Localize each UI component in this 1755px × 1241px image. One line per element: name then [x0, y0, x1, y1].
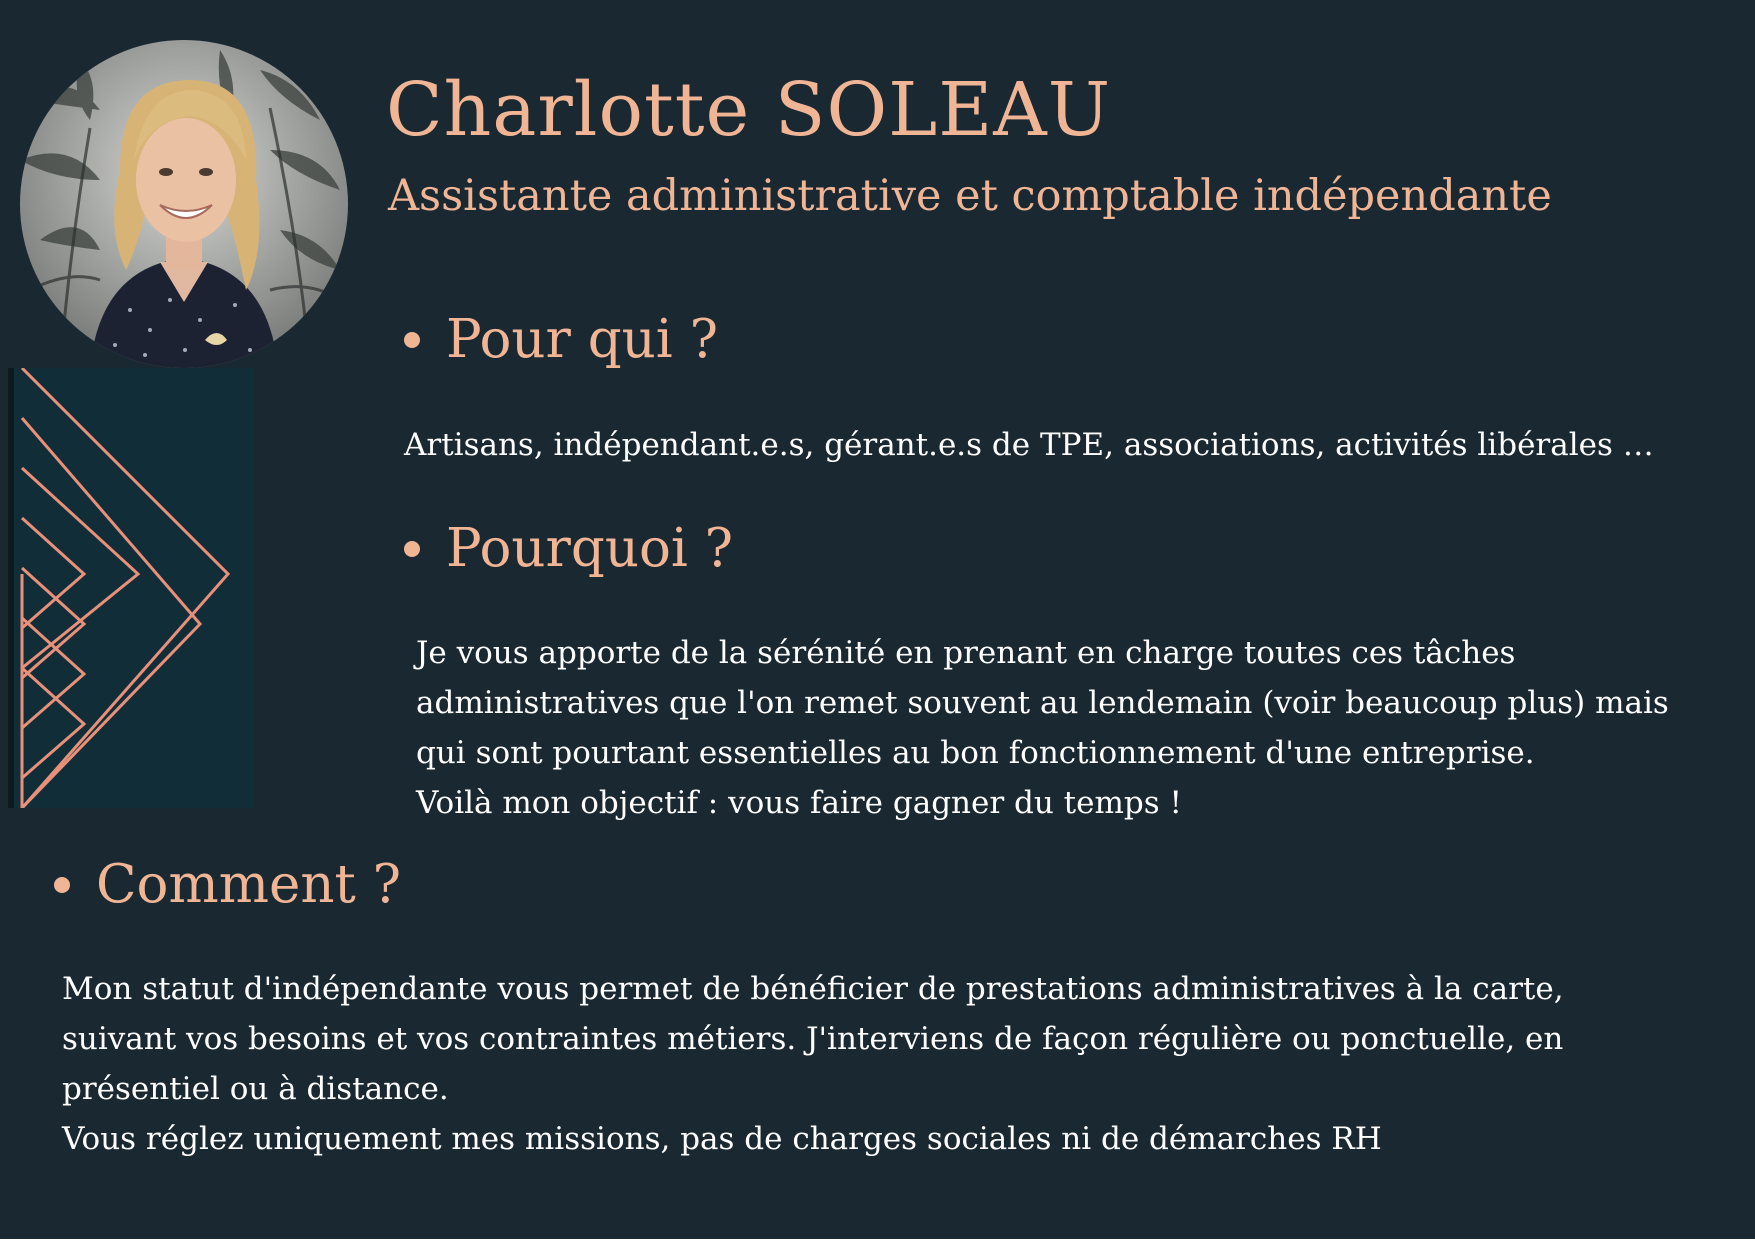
bullet-icon: [54, 877, 70, 893]
heading-pourquoi: [404, 520, 733, 578]
paragraph-line: présentiel ou à distance.: [62, 1071, 449, 1107]
bullet-icon: [404, 541, 420, 557]
geometric-decoration: [8, 368, 254, 808]
job-title: Assistante administrative et comptable indépendante: [388, 171, 1552, 221]
heading-pour-qui: [404, 311, 718, 369]
heading-text: Pour qui ?: [446, 309, 719, 370]
heading-text: Comment ?: [96, 854, 402, 915]
profile-photo: [20, 40, 348, 368]
paragraph-line: qui sont pourtant essentielles au bon fonctionnement d'une entreprise.: [416, 735, 1535, 771]
paragraph-pourquoi: [416, 628, 1669, 828]
paragraph-comment: [62, 964, 1564, 1164]
paragraph-pour-qui: [404, 420, 1654, 470]
paragraph-line: suivant vos besoins et vos contraintes métiers. J'interviens de façon régulière ou ponctuelle, en: [62, 1021, 1564, 1057]
paragraph-line: Voilà mon objectif : vous faire gagner du temps !: [416, 785, 1182, 821]
paragraph-line: Artisans, indépendant.e.s, gérant.e.s de TPE, associations, activités libérales …: [404, 427, 1654, 463]
paragraph-line: Mon statut d'indépendante vous permet de bénéficier de prestations administratives à la carte,: [62, 971, 1564, 1007]
heading-comment: [54, 856, 401, 914]
bullet-icon: [404, 332, 420, 348]
paragraph-line: administratives que l'on remet souvent au lendemain (voir beaucoup plus) mais: [416, 685, 1669, 721]
paragraph-line: Vous réglez uniquement mes missions, pas de charges sociales ni de démarches RH: [62, 1121, 1382, 1157]
heading-text: Pourquoi ?: [446, 518, 734, 579]
paragraph-line: Je vous apporte de la sérénité en prenant en charge toutes ces tâches: [416, 635, 1516, 671]
person-name: Charlotte SOLEAU: [386, 67, 1112, 153]
